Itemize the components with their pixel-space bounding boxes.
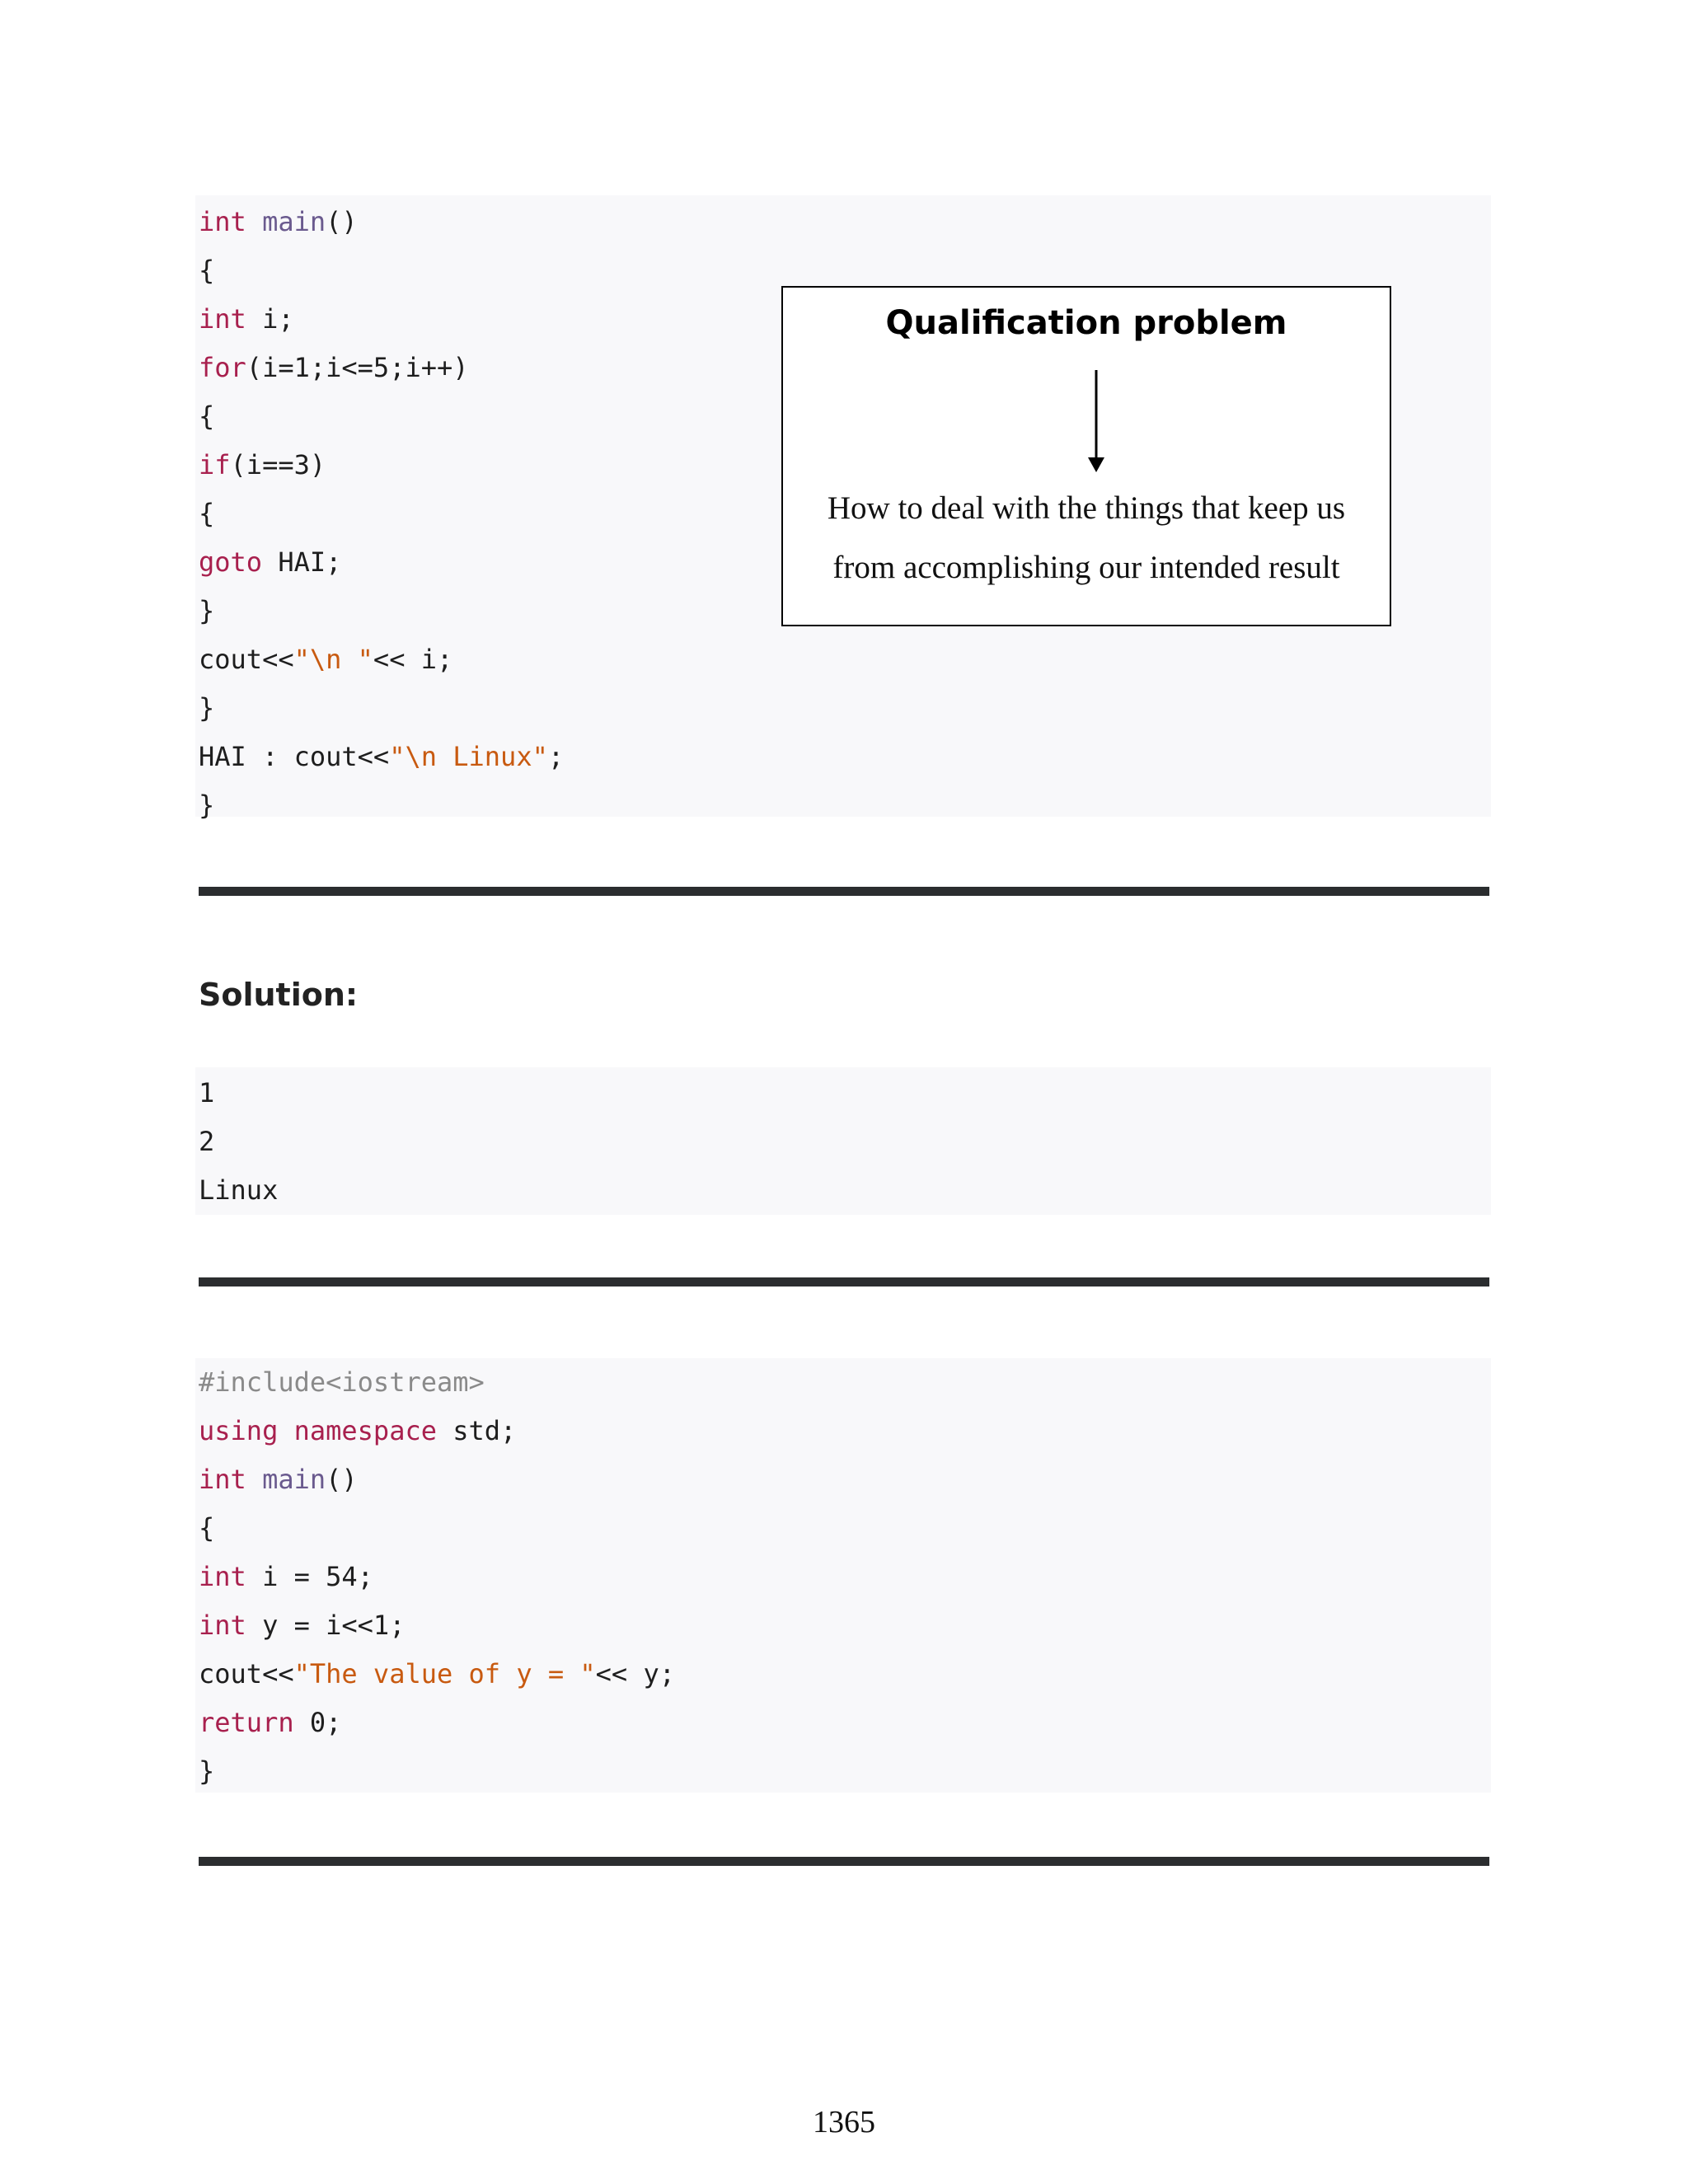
code-token: main	[262, 206, 326, 237]
divider-rule-1	[199, 887, 1489, 896]
code-token: << y;	[595, 1658, 675, 1690]
code-token: int	[199, 303, 246, 335]
code-token: using	[199, 1415, 279, 1446]
code-line	[199, 1069, 1491, 1118]
code-token: "\n Linux"	[389, 741, 548, 772]
code-line	[199, 1504, 1491, 1553]
code-token: return	[199, 1707, 294, 1738]
code-token: "\n "	[293, 644, 373, 675]
code-line	[199, 1455, 1491, 1504]
code-token: int	[199, 1561, 246, 1592]
code-line	[199, 635, 1491, 684]
code-token: #include<iostream>	[199, 1366, 485, 1398]
code-token: if	[199, 449, 231, 480]
qualification-description	[783, 479, 1390, 598]
divider-rule-3	[199, 1857, 1489, 1866]
code-token: }	[199, 595, 215, 626]
code-line	[199, 781, 1491, 830]
code-token: 2	[199, 1126, 215, 1157]
code-token: }	[199, 1755, 215, 1787]
code-token: ()	[326, 1464, 358, 1495]
code-token: (i==3)	[230, 449, 326, 480]
code-token: ()	[326, 206, 358, 237]
qualification-problem-box	[781, 286, 1391, 626]
code-token: int	[199, 206, 246, 237]
output-block	[195, 1067, 1491, 1215]
code-token	[246, 1464, 262, 1495]
code-token: int	[199, 1610, 246, 1641]
code-line	[199, 1699, 1491, 1747]
code-block-shift	[195, 1358, 1491, 1793]
code-token: "The value of y = "	[293, 1658, 596, 1690]
code-token: {	[199, 1512, 215, 1544]
code-token	[246, 206, 262, 237]
code-token: Linux	[199, 1174, 279, 1206]
code-token: HAI : cout<<	[199, 741, 390, 772]
code-token: {	[199, 255, 215, 286]
page-number: 1365	[813, 2105, 875, 2139]
code-token: 0;	[293, 1707, 342, 1738]
code-token: << i;	[373, 644, 453, 675]
code-token: }	[199, 790, 215, 821]
qualification-title: Qualification problem	[885, 304, 1287, 342]
code-line	[199, 1118, 1491, 1166]
code-token: for	[199, 352, 246, 383]
code-line	[199, 1358, 1491, 1407]
code-token: main	[262, 1464, 326, 1495]
code-token: i;	[246, 303, 294, 335]
qualification-description-line-2: from accomplishing our intended result	[832, 550, 1340, 585]
qualification-description-line-1: How to deal with the things that keep us	[827, 490, 1346, 526]
code-token: {	[199, 498, 215, 529]
code-line	[199, 684, 1491, 733]
code-token: std;	[436, 1415, 517, 1446]
code-token: ;	[547, 741, 565, 772]
code-line	[199, 1650, 1491, 1699]
code-token: cout<<	[199, 644, 294, 675]
code-line	[199, 1747, 1491, 1796]
code-token: {	[199, 401, 215, 432]
code-token: i = 54;	[246, 1561, 373, 1592]
code-token: (i=1;i<=5;i++)	[246, 352, 469, 383]
code-token: HAI;	[262, 546, 342, 578]
divider-rule-2	[199, 1277, 1489, 1286]
code-line	[199, 733, 1491, 781]
code-token: namespace	[293, 1415, 437, 1446]
code-line	[199, 1166, 1491, 1215]
code-token: int	[199, 1464, 246, 1495]
code-line	[199, 1407, 1491, 1455]
code-token: goto	[199, 546, 263, 578]
code-token: }	[199, 692, 215, 724]
code-token	[278, 1415, 293, 1446]
code-line	[199, 198, 1491, 246]
code-token: 1	[199, 1077, 215, 1108]
code-line	[199, 1601, 1491, 1650]
down-arrow-icon	[1080, 370, 1113, 477]
code-token: cout<<	[199, 1658, 294, 1690]
solution-heading: Solution:	[199, 977, 359, 1013]
code-line	[199, 1553, 1491, 1601]
code-token: y = i<<1;	[246, 1610, 406, 1641]
